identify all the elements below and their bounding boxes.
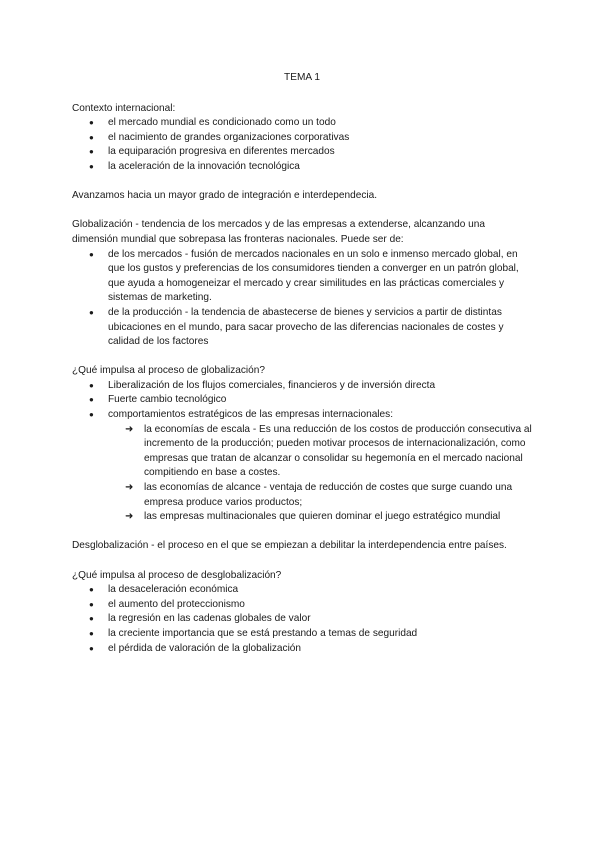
globalizacion-list <box>72 248 532 350</box>
list-item <box>72 408 532 525</box>
list-item: ● Fuerte cambio tecnológico <box>72 393 532 408</box>
list-item-label: comportamientos estratégicos de las empresas internacionales: <box>108 409 394 421</box>
list-item: ● Liberalización de los flujos comerciales, financieros y de inversión directa <box>72 379 532 394</box>
list-item: ● el pérdida de valoración de la globalización <box>72 642 532 657</box>
impulsa-desglobalizacion-question: ¿Qué impulsa al proceso de desglobalización? <box>72 569 282 581</box>
globalizacion-definition: Globalización - tendencia de los mercados y de las empresas a extenderse, alcanzando una dimensión mundial que sobrepasa las fronteras nacionales. Puede ser de: <box>72 219 485 245</box>
contexto-list <box>72 116 532 174</box>
impulsa-globalizacion-list <box>72 379 532 525</box>
contexto-heading: Contexto internacional: <box>72 102 176 114</box>
estrategias-sublist <box>108 423 532 525</box>
list-item: ● la regresión en las cadenas globales de valor <box>72 612 532 627</box>
list-item: ● el mercado mundial es condicionado como un todo <box>72 116 532 131</box>
list-item: ● el aumento del proteccionismo <box>72 598 532 613</box>
list-item: ● de la producción - la tendencia de abastecerse de bienes y servicios a partir de distintas ubicaciones en el mundo, para sacar provecho de las diferencias nacionales de costes y calidad de los factores <box>72 306 532 350</box>
impulsa-globalizacion-question: ¿Qué impulsa al proceso de globalización? <box>72 365 266 377</box>
list-item: ● la creciente importancia que se está prestando a temas de seguridad <box>72 627 532 642</box>
list-item: ● el nacimiento de grandes organizaciones corporativas <box>72 131 532 146</box>
sublist-item: ➜ las empresas multinacionales que quieren dominar el juego estratégico mundial <box>108 510 532 525</box>
list-item: ● la desaceleración económica <box>72 583 532 598</box>
document-content <box>72 71 532 656</box>
list-item: ● la aceleración de la innovación tecnológica <box>72 160 532 175</box>
impulsa-desglobalizacion-list <box>72 583 532 656</box>
avanzamos-paragraph: Avanzamos hacia un mayor grado de integración e interdependecia. <box>72 190 378 202</box>
sublist-item: ➜ las economías de alcance - ventaja de reducción de costes que surge cuando una empresa produce varios productos; <box>108 481 532 510</box>
desglobalizacion-definition: Desglobalización - el proceso en el que se empiezan a debilitar la interdependencia entre países. <box>72 540 507 552</box>
sublist-item: ➜ la economías de escala - Es una reducción de los costos de producción consecutiva al incremento de la producción; pueden motivar procesos de internacionalización, como empresas que tratan de alcanzar o consolidar su hegemonía en el mercado nacional compitiendo en base a costes. <box>108 423 532 481</box>
list-item: ● de los mercados - fusión de mercados nacionales en un solo e inmenso mercado global, en que los gustos y preferencias de los consumidores tienden a converger en un patrón global, que ayuda a homogeneizar el mercado y crear similitudes en las prácticas comerciales y sistemas de marketing. <box>72 248 532 306</box>
list-item: ● la equiparación progresiva en diferentes mercados <box>72 145 532 160</box>
page-title: TEMA 1 <box>284 72 320 83</box>
